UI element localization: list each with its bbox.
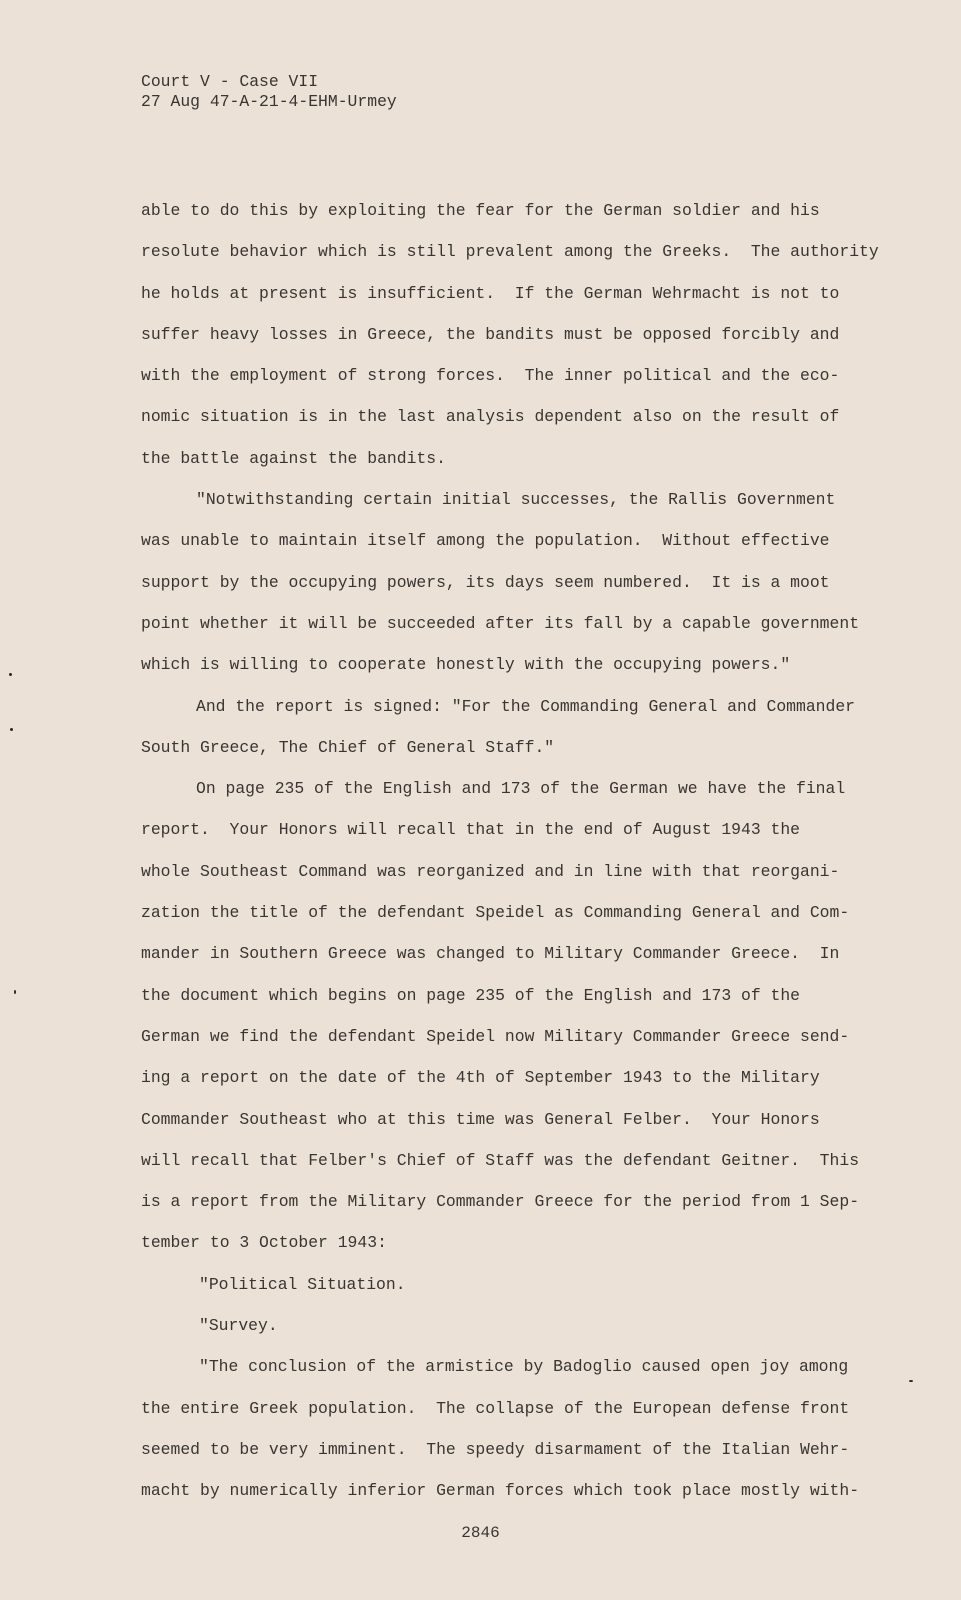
- text-line: report. Your Honors will recall that in the end of August 1943 the: [141, 820, 801, 840]
- text-line: Commander Southeast who at this time was General Felber. Your Honors: [141, 1109, 820, 1129]
- text-line: resolute behavior which is still prevalent among the Greeks. The authority: [141, 242, 879, 262]
- text-line: point whether it will be succeeded after its fall by a capable government: [141, 613, 860, 633]
- text-line: On page 235 of the English and 173 of the German we have the final: [196, 779, 846, 799]
- text-line: the document which begins on page 235 of the English and 173 of the: [141, 985, 801, 1005]
- paper-speck: [14, 990, 16, 994]
- case-header-date-code: 27 Aug 47-A-21-4-EHM-Urmey: [141, 92, 397, 111]
- text-line: was unable to maintain itself among the population. Without effective: [141, 531, 830, 551]
- text-line: zation the title of the defendant Speidel as Commanding General and Com-: [141, 903, 850, 923]
- paper-speck: [9, 673, 12, 676]
- text-line: with the employment of strong forces. The inner political and the eco-: [141, 366, 840, 386]
- text-line: "Notwithstanding certain initial successes, the Rallis Government: [196, 490, 836, 510]
- text-line: seemed to be very imminent. The speedy disarmament of the Italian Wehr-: [141, 1439, 850, 1459]
- text-line: whole Southeast Command was reorganized and in line with that reorgani-: [141, 861, 840, 881]
- text-line: will recall that Felber's Chief of Staff was the defendant Geitner. This: [141, 1150, 860, 1170]
- page-number: 2846: [461, 1524, 500, 1542]
- text-line: the battle against the bandits.: [141, 448, 446, 468]
- text-line: "Survey.: [199, 1316, 278, 1336]
- text-line: South Greece, The Chief of General Staff.": [141, 737, 555, 757]
- text-line: And the report is signed: "For the Commanding General and Commander: [196, 696, 856, 716]
- text-line: "The conclusion of the armistice by Badoglio caused open joy among: [199, 1357, 849, 1377]
- text-line: macht by numerically inferior German forces which took place mostly with-: [141, 1481, 860, 1501]
- text-line: which is willing to cooperate honestly with the occupying powers.": [141, 655, 791, 675]
- text-line: he holds at present is insufficient. If the German Wehrmacht is not to: [141, 283, 840, 303]
- case-header-court: Court V - Case VII: [141, 72, 319, 91]
- text-line: ing a report on the date of the 4th of September 1943 to the Military: [141, 1068, 820, 1088]
- text-line: the entire Greek population. The collapse of the European defense front: [141, 1398, 850, 1418]
- text-line: suffer heavy losses in Greece, the bandits must be opposed forcibly and: [141, 324, 840, 344]
- transcript-body: [141, 190, 921, 1512]
- paper-speck: [10, 728, 13, 731]
- text-line: German we find the defendant Speidel now Military Commander Greece send-: [141, 1026, 850, 1046]
- text-line: "Political Situation.: [199, 1274, 406, 1294]
- text-line: tember to 3 October 1943:: [141, 1233, 387, 1253]
- text-line: able to do this by exploiting the fear for the German soldier and his: [141, 201, 820, 220]
- text-line: mander in Southern Greece was changed to Military Commander Greece. In: [141, 944, 840, 964]
- text-line: is a report from the Military Commander Greece for the period from 1 Sep-: [141, 1192, 860, 1212]
- text-line: support by the occupying powers, its days seem numbered. It is a moot: [141, 572, 830, 592]
- paper-speck: [909, 1380, 913, 1382]
- text-line: nomic situation is in the last analysis dependent also on the result of: [141, 407, 840, 427]
- case-header: [141, 72, 397, 112]
